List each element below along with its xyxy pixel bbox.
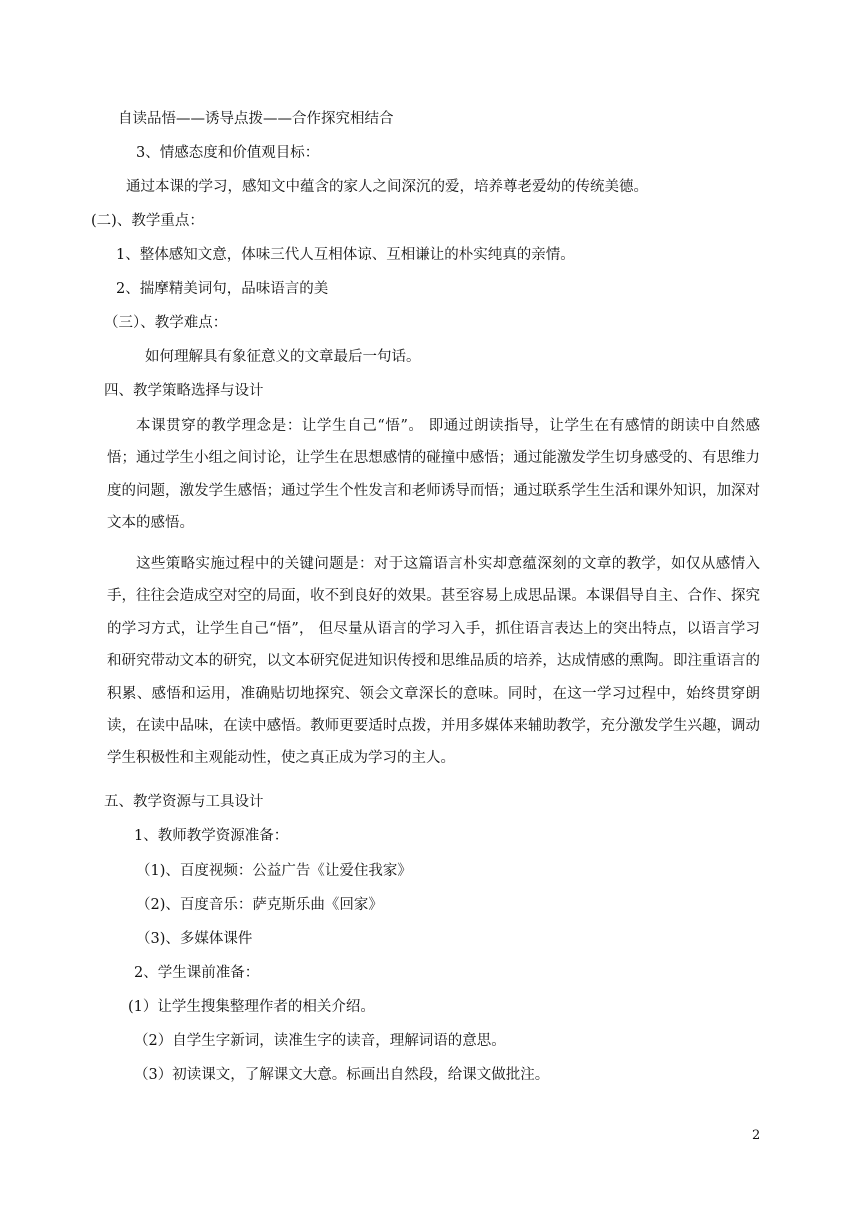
student-prep-heading: 2、学生课前准备： [134,965,260,981]
prep-item-2: （2）自学生字新词，读准生字的读音，理解词语的意思。 [134,1033,506,1049]
page-number: 2 [752,1128,761,1143]
prep-item-1: (1）让学生搜集整理作者的相关介绍。 [128,999,375,1015]
teacher-resources-heading: 1、教师教学资源准备： [134,828,289,844]
strategy-paragraph-1: 本课贯穿的教学理念是：让学生自己“悟”。 即通过朗读指导，让学生在有感情的朗读中自然感悟；通过学生小组之间讨论，让学生在思想感情的碰撞中感悟；通过能激发学生切身感受的、有思维力度的问题，激发学生感悟；通过学生个性发言和老师诱导而悟；通过联系学生生活和课外知识，加深对文本的感悟。 [107,418,760,532]
heading-key-points: (二)、教学重点： [91,213,204,229]
method-line: 自读品悟——诱导点拨——合作探究相结合 [118,111,394,127]
strategy-paragraph-2: 这些策略实施过程中的关键问题是：对于这篇语言朴实却意蕴深刻的文章的教学，如仅从感情入手，往往会造成空对空的局面，收不到良好的效果。甚至容易上成思品课。本课倡导自主、合作、探究的学习方式，让学生自己“悟”， 但尽量从语言的学习入手，抓住语言表达上的突出特点，以语言学习和研究带动文本的研究，以文本研究促进知识传授和思维品质的培养，达成情感的熏陶。即注重语言的积累、感悟和运用，准确贴切地探究、领会文章深长的意味。同时，在这一学习过程中，始终贯穿朗读，在读中品味，在读中感悟。教师更要适时点拨，并用多媒体来辅助教学，充分激发学生兴趣，调动学生积极性和主观能动性，使之真正成为学习的主人。 [107,556,760,767]
goal-text: 通过本课的学习，感知文中蕴含的家人之间深沉的爱，培养尊老爱幼的传统美德。 [126,179,648,195]
prep-item-3: （3）初读课文，了解课文大意。标画出自然段，给课文做批注。 [134,1067,550,1083]
key-point-2: 2、揣摩精美词句，品味语言的美 [116,281,329,297]
resource-item-2: （2)、百度音乐：萨克斯乐曲《回家》 [136,897,383,913]
key-point-1: 1、整体感知文意，体味三代人互相体谅、互相谦让的朴实纯真的亲情。 [116,247,575,263]
resource-item-1: （1)、百度视频：公益广告《让爱住我家》 [136,863,412,879]
difficulty-text: 如何理解具有象征意义的文章最后一句话。 [145,349,421,365]
resource-item-3: （3)、多媒体课件 [136,931,253,947]
heading-resources: 五、教学资源与工具设计 [104,794,264,810]
heading-difficulties: （三）、教学难点： [104,315,228,331]
heading-strategy: 四、教学策略选择与设计 [104,383,264,399]
subheading-attitude-goals: 3、情感态度和价值观目标： [136,145,320,161]
